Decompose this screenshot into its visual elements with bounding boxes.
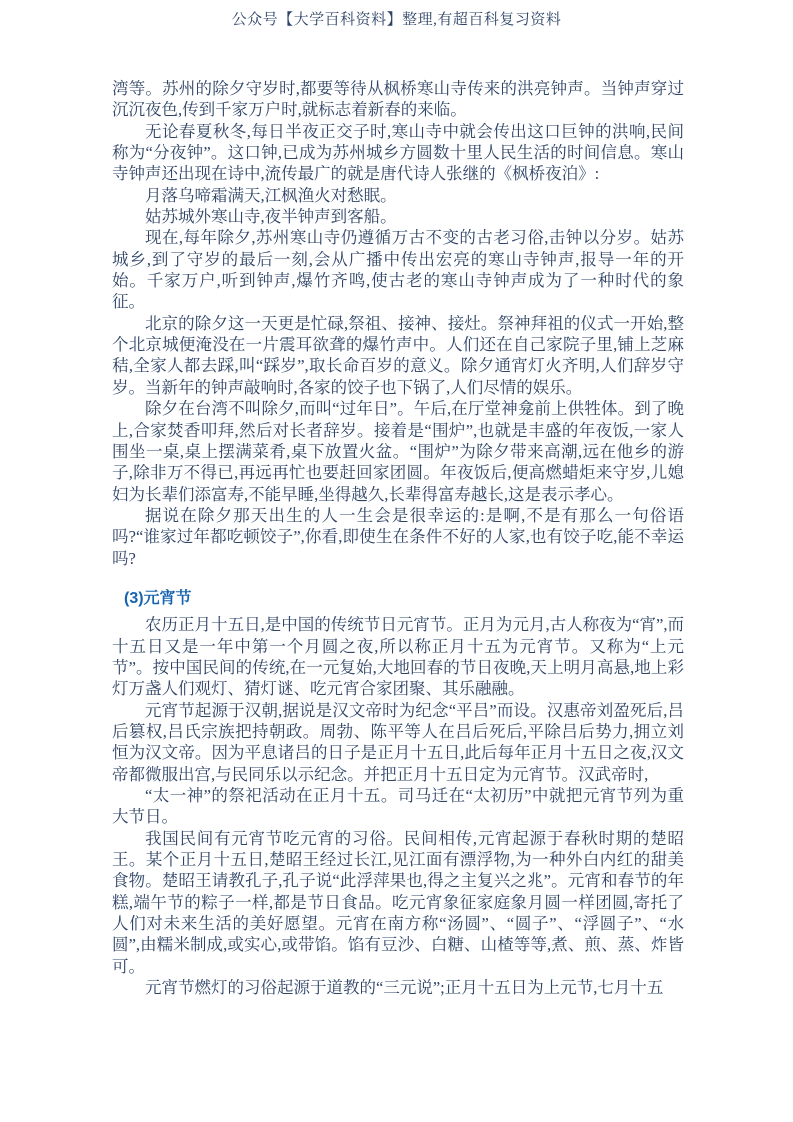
paragraph: 无论春夏秋冬,每日半夜正交子时,寒山寺中就会传出这口巨钟的洪响,民间称为“分夜钟”。这口钟,已成为苏州城乡方圆数十里人民生活的时间信息。寒山寺钟声还出现在诗中,流传最广的就是唐代诗人张继的《枫桥夜泊》: [112,121,684,184]
paragraph: 农历正月十五日,是中国的传统节日元宵节。正月为元月,古人称夜为“宵”,而十五日又是一年中第一个月圆之夜,所以称正月十五为元宵节。又称为“上元节”。按中国民间的传统,在一元复始,大地回春的节日夜晚,天上明月高悬,地上彩灯万盏人们观灯、猜灯谜、吃元宵合家团聚、其乐融融。 [112,615,684,699]
poem-line: 月落乌啼霜满天,江枫渔火对愁眠。 [145,185,397,205]
paragraph: 我国民间有元宵节吃元宵的习俗。民间相传,元宵起源于春秋时期的楚昭王。某个正月十五日,楚昭王经过长江,见江面有漂浮物,为一种外白内红的甜美食物。楚昭王请教孔子,孔子说“此浮萍果也,得之主复兴之兆”。元宵和春节的年糕,端午节的粽子一样,都是节日食品。吃元宵象征家庭象月圆一样团圆,寄托了人们对未来生活的美好愿望。元宵在南方称“汤圆”、“圆子”、“浮圆子”、“水圆”,由糯米制成,或实心,或带馅。馅有豆沙、白糖、山楂等等,煮、煎、蒸、炸皆可。 [112,828,684,976]
section-heading: (3)元宵节 [124,589,192,607]
paragraph: 湾等。苏州的除夕守岁时,都要等待从枫桥寒山寺传来的洪亮钟声。当钟声穿过沉沉夜色,传到千家万户时,就标志着新春的来临。 [112,79,684,120]
poem-line: 姑苏城外寒山寺,夜半钟声到客船。 [145,207,397,227]
paragraph: 据说在除夕那天出生的人一生会是很幸运的:是啊,不是有那么一句俗语吗?“谁家过年都吃顿饺子”,你看,即使生在条件不好的人家,也有饺子吃,能不幸运吗? [112,505,684,568]
paragraph: “太一神”的祭祀活动在正月十五。司马迁在“太初历”中就把元宵节列为重大节日。 [112,786,684,827]
paragraph: 元宵节起源于汉朝,据说是汉文帝时为纪念“平吕”而设。汉惠帝刘盈死后,吕后篡权,吕氏宗族把持朝政。周勃、陈平等人在吕后死后,平除吕后势力,拥立刘恒为汉文帝。因为平息诸吕的日子是正月十五日,此后每年正月十五日之夜,汉文帝都微服出宫,与民同乐以示纪念。并把正月十五日定为元宵节。汉武帝时, [112,700,684,784]
paragraph: 现在,每年除夕,苏州寒山寺仍遵循万古不变的古老习俗,击钟以分岁。姑苏城乡,到了守岁的最后一刻,会从广播中传出宏亮的寒山寺钟声,报导一年的开始。千家万户,听到钟声,爆竹齐鸣,使古老的寒山寺钟声成为了一种时代的象征。 [112,228,684,312]
paragraph: 除夕在台湾不叫除夕,而叫“过年日”。午后,在厅堂神龛前上供牲体。到了晚上,合家焚香叩拜,然后对长者辞岁。接着是“围炉”,也就是丰盛的年夜饭,一家人围坐一桌,桌上摆满菜肴,桌下放置火盆。“围炉”为除夕带来高潮,远在他乡的游子,除非万不得已,再远再忙也要赶回家团圆。年夜饭后,便高燃蜡炬来守岁,儿媳妇为长辈们添富寿,不能早睡,坐得越久,长辈得富寿越长,这是表示孝心。 [112,399,684,504]
document-body [112,78,684,998]
paragraph: 元宵节燃灯的习俗起源于道教的“三元说”;正月十五日为上元节,七月十五 [145,978,664,998]
paragraph: 北京的除夕这一天更是忙碌,祭祖、接神、接灶。祭神拜祖的仪式一开始,整个北京城便淹没在一片震耳欲聋的爆竹声中。人们还在自己家院子里,铺上芝麻秸,全家人都去踩,叫“踩岁”,取长命百岁的意义。除夕通宵灯火齐明,人们辞岁守岁。当新年的钟声敲响时,各家的饺子也下锅了,人们尽情的娱乐。 [112,313,684,397]
page-header: 公众号【大学百科资料】整理,有超百科复习资料 [231,12,562,28]
